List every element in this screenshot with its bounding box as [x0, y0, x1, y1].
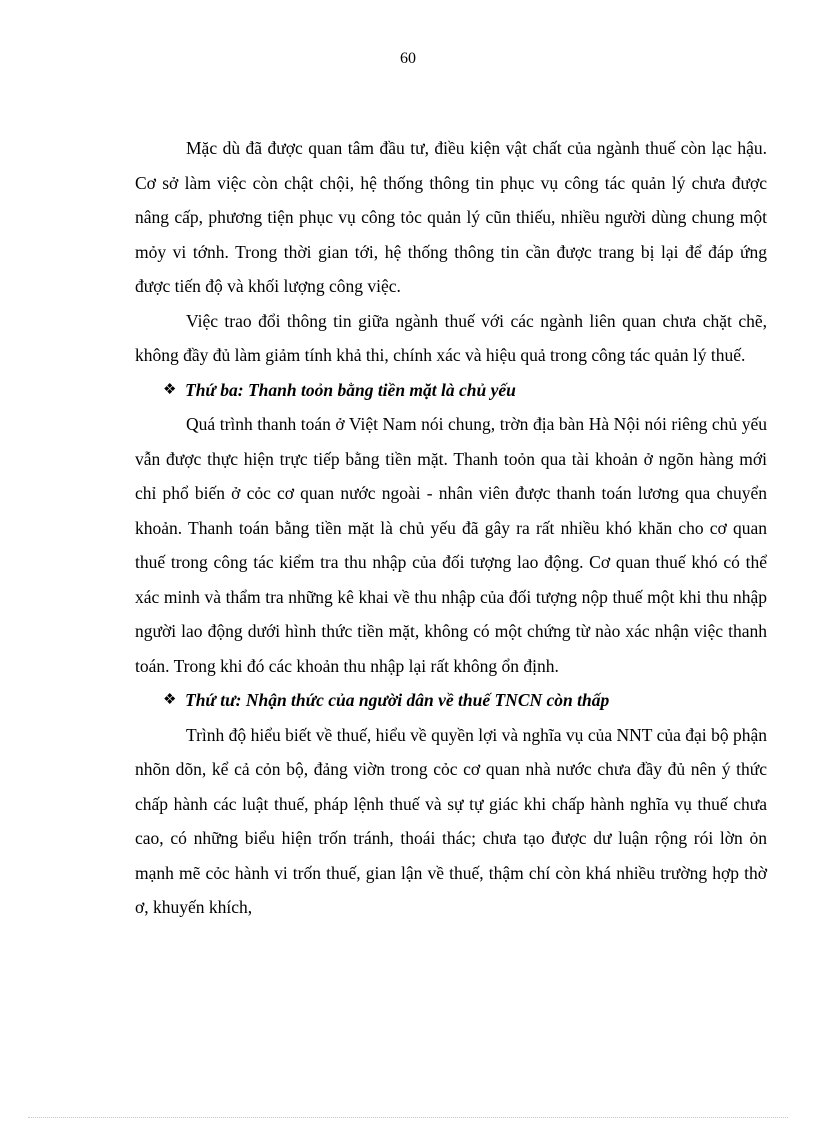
section-heading-fourth [135, 683, 767, 718]
paragraph-information-exchange: Việc trao đổi thông tin giữa ngành thuế với các ngành liên quan chưa chặt chẽ, không đầy đủ làm giảm tính khả thi, chính xác và hiệu quả trong công tác quản lý thuế. [135, 310, 767, 365]
diamond-bullet-icon: ❖ [163, 692, 177, 708]
diamond-bullet-icon: ❖ [163, 381, 177, 398]
paragraph-public-awareness: Trình độ hiểu biết về thuế, hiểu về quyền lợi và nghĩa vụ của NNT của đại bộ phận nhõn dõn, kể cả cỏn bộ, đảng viờn trong cỏc cơ quan nhà nước chưa đầy đủ nên ý thức chấp hành các luật thuế, pháp lệnh thuế và sự tự giác khi chấp hành nghĩa vụ thuế chưa cao, có những biểu hiện trốn tránh, thoái thác; chưa tạo được dư luận rộng rói lờn ỏn mạnh mẽ cỏc hành vi trốn thuế, gian lận về thuế, thậm chí còn khá nhiều trường hợp thờ ơ, khuyến khích, [135, 724, 767, 917]
section-heading-text: Thứ tư: Nhận thức của người dân về thuế TNCN còn thấp [185, 690, 610, 710]
section-heading-third [135, 373, 767, 408]
page-number: 60 [400, 50, 416, 67]
section-heading-text: Thứ ba: Thanh toỏn bằng tiền mặt là chủ yếu [185, 379, 516, 400]
paragraph-cash-payments: Quá trình thanh toán ở Việt Nam nói chung, trờn địa bàn Hà Nội nói riêng chủ yếu vẫn được thực hiện trực tiếp bằng tiền mặt. Thanh toỏn qua tài khoản ở ngõn hàng mới chỉ phổ biến ở cỏc cơ quan nước ngoài - nhân viên được thanh toán lương qua chuyển khoản. Thanh toán bằng tiền mặt là chủ yếu đã gây ra rất nhiều khó khăn cho cơ quan thuế trong công tác kiểm tra thu nhập của đối tượng lao động. Cơ quan thuế khó có thể xác minh và thẩm tra những kê khai về thu nhập của đối tượng nộp thuế một khi thu nhập người lao động dưới hình thức tiền mặt, không có một chứng từ nào xác nhận việc thanh toán. Trong khi đó các khoản thu nhập lại rất không ổn định. [135, 414, 767, 676]
page-body [135, 131, 767, 925]
paragraph-infrastructure: Mặc dù đã được quan tâm đầu tư, điều kiện vật chất của ngành thuế còn lạc hậu. Cơ sở làm việc còn chật chội, hệ thống thông tin phục vụ công tác quản lý chưa được nâng cấp, phương tiện phục vụ công tỏc quản lý cũn thiếu, nhiều người dùng chung một mỏy vi tớnh. Trong thời gian tới, hệ thống thông tin cần được trang bị lại để đáp ứng được tiến độ và khối lượng công việc. [135, 138, 767, 296]
page-bottom-divider [28, 1117, 788, 1118]
